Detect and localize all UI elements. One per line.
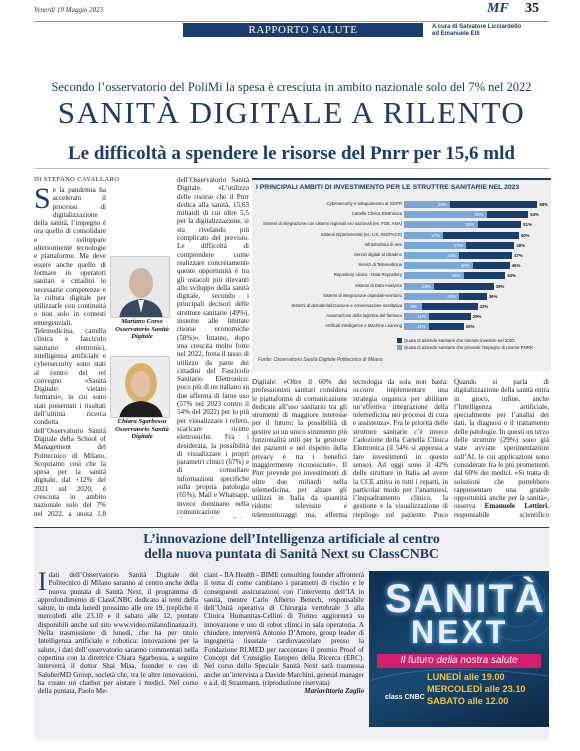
box-title xyxy=(34,531,549,561)
column-5-text-a: Quando si parla di digitalizzazione della sanità entra in gioco, infine, anche l’Intelligenza artificiale, specialmente per l’analisi dei dati, la diagnosi e il trattamento delle patologie. In questi un terzo delle strutture (29%) sono già state avviate sperimentazioni sull’AI, le cui applicazioni sono considerate fra le più promettenti dal 60% dei medici. «Si tratta di soluzioni che potrebbero rappresentare una grande opportunità anche per la sanità», osserva xyxy=(454,378,549,511)
chart-value-label-invest: 32% xyxy=(479,304,489,309)
header-rule xyxy=(34,21,549,22)
chart-value-label-pnrr: 32% xyxy=(465,222,475,228)
chart-value-label-pnrr: 11% xyxy=(417,314,426,320)
column-4-text: tecnologia da sola non basta: occorre implementare una strategia organica per abilitare un’effettiva integrazione della telemedicina nei processi di cura e assistenza». Fra le priorità delle strutture sanitarie c’è invece l’adozione della Cartella Clinica Elettronica (il 54% si appresta a fare investimenti in questo senso). Ad oggi sono il 42% delle strutture in Italia ad avere la CCE attiva in tutti i reparti, in particolar modo per l’anamnesi, l’inquadramento clinico, la gestione e la visualizzazione di riepilogo sul paziente. Poco xyxy=(353,378,448,519)
portrait-photo xyxy=(110,356,170,418)
column-3-text-a: Digitale: «Oltre il 60% dei professionisti sanitari considera le piattaforme di comunicazione dedicate all’uso sanitario tra gli strumenti di maggiore interesse per il futuro: la possibilità di gestire su un unico strumento più funzionalità utili per la gestione dei pazienti e nel rispetto della privacy è tra i benefici maggiormente riconosciuti». Il Pnrr prevede poi investimenti di oltre due miliardi nella telemedicina, per alzare gli utilizzi in Italia da quantità ridotte: televisite e telemonitoraggi ma, afferma xyxy=(252,378,347,519)
chart-category-label: Artificial Intelligence e Machine Learning xyxy=(325,323,402,329)
photo-block-2 xyxy=(110,356,174,441)
article-column-5 xyxy=(454,378,549,520)
article-subhead: Le difficoltà a spendere le risorse del Pnrr per 15,6 mld xyxy=(68,143,515,164)
chart-value-label-invest: 50% xyxy=(521,232,530,238)
chart-plot-area xyxy=(252,200,551,335)
legend-label-2: Quota di aziende sanitarie che prevede l’impegno di risorse PNRR xyxy=(404,345,534,350)
article-kicker: Secondo l’osservatorio del PoliMi la spesa è cresciuta in ambito nazionale solo del 7% nel 2022 xyxy=(51,80,532,94)
promo-schedule-saturday: SABATO alle 12.00 xyxy=(427,696,509,706)
section-rubric: RAPPORTO SALUTE xyxy=(183,23,423,37)
box-title-line-2: della nuova puntata di Sanità Next su ClassCNBC xyxy=(144,546,439,561)
chart-category-label: Automazione della logistica del farmaco xyxy=(326,313,402,319)
classcnbc-logo: class CNBC xyxy=(385,694,425,701)
box-signature: Mariavittoria Zaglio xyxy=(304,687,364,696)
chart-value-label-invest: 48% xyxy=(516,242,525,248)
name-emanuele-lettieri: Emanuele Lettieri xyxy=(484,502,548,511)
byline: DI STEFANO CAVALLARO xyxy=(34,176,120,183)
portrait-2-image xyxy=(111,357,170,418)
box-drop-cap: I xyxy=(38,571,47,596)
curated-by-line-1: A cura di Salvatore Licciardello xyxy=(432,24,522,30)
issue-date: Venerdì 19 Maggio 2023 xyxy=(34,6,104,14)
promo-title-line-1: SANITÀ xyxy=(385,577,546,621)
chart-category-label: Sistemi di integrazione con sistemi regionali e/o nazionali (es. FSE, ANA) xyxy=(263,221,402,227)
photo-1-caption: Mariano Corso Osservatorio Sanità Digitale xyxy=(115,318,169,340)
chart-category-label: Repository clinico - Data Repository xyxy=(333,272,402,278)
chart-value-label-invest: 47% xyxy=(514,253,523,258)
chart-value-label-invest: 29% xyxy=(472,314,482,320)
curated-by-line-2: ed Emanuele Elli xyxy=(432,31,480,37)
box-title-line-1: L’innovazione dell’Intelligenza artificiale al centro xyxy=(143,531,440,546)
chart-value-label-pnrr: 27% xyxy=(454,242,463,248)
chart-category-label: Sistemi Dipartimentali (es. LIS, RIS/PACS) xyxy=(320,231,402,237)
article-column-3 xyxy=(252,378,347,520)
article-column-4 xyxy=(353,378,448,520)
page-number: 35 xyxy=(525,1,539,16)
column-5-text-b: , responsabile scientifico xyxy=(454,502,549,519)
portrait-1-image xyxy=(111,257,170,318)
investment-chart xyxy=(252,178,551,371)
column-2-text-a: dell’Osservatorio Sanità Digitale. «L’utilizzo delle risorse che il Pnrr dedica alla sanità, 15,63 miliardi di cui oltre 5,5 per la digitalizzazione, si sta rivelando più complicato del previsto. Le difficoltà di comprendere come realizzare concretamente queste opportunità è tra gli ostacoli più rilevanti allo sviluppo della sanità digitale, secondo i principali decisori delle strutture sanitarie (49%), insieme alle limitate risorse economiche (58%)». Intanto, dopo una crescita molto forte nel 2022, frena il tasso di utilizzo da parte dei cittadini del Fascicolo Sanitario Elettronico: poco più di un italiano su due afferma di farne uso (57% nel 2023 contro il 54% del 2022) per lo più per visualizzare i referti, scaricare ricette elettroniche. Fra i desiderata, la possibilità di visualizzare i propri parametri clinici (67%) e di consultare informazioni specifiche sulla propria patologia (65%). Mail e Whatsapp, invece dominano nella comunicazione xyxy=(177,176,249,516)
chart-category-label: Cybersecurity e adeguamento al GDPR xyxy=(326,201,402,206)
portrait-photo xyxy=(110,256,170,318)
article-column-2 xyxy=(177,176,249,518)
promo-schedule-wednesday: MERCOLEDÌ alle 23.10 xyxy=(427,684,526,694)
chart-source: Fonte: Osservatorio Sanità Digitale Politecnico di Milano xyxy=(258,357,383,363)
chart-value-label-pnrr: 36% xyxy=(474,212,484,218)
chart-value-label-invest: 26% xyxy=(465,324,475,330)
chart-value-label-pnrr: 30% xyxy=(461,263,470,269)
chart-value-label-invest: 36% xyxy=(488,293,498,299)
box-column-2 xyxy=(204,571,364,737)
photo-block-1 xyxy=(110,256,174,341)
chart-value-label-pnrr: 13% xyxy=(421,283,431,289)
curated-by xyxy=(432,24,521,38)
chart-title: I PRINCIPALI AMBITI DI INVESTIMENTO PER LE STRUTTRE SANITARIE NEL 2023 xyxy=(256,184,520,191)
box-column-2-text: ciani - IIA Health - BIME consulting founder affronterà il tema di come cambiano i parametri di rischio e le conseguenti assicurazioni con l’intervento dell’IA in sanità, mentre Carlo Alberto Benech, responsabile dell’Unità operativa di Chirurgia vertebrale 3 alla Clinica Humanitas-Cellini di Torino aggiornerà su innovazione e uso di robot clinici in sala operatoria. A chiudere, interverrà Antonio D’Amore, group leader di ingegneria tissutale cardiovascolare presso la Fondazione RI.MED per raccontare il premio Proof of Concept del Consiglio Europeo della Ricerca (ERC). Nel corso dello Speciale Sanità Next sarà trasmessa anche un’intervista a Davide Marchini, general manager e a.d. di Straumann. (riproduzione riservata) xyxy=(204,571,364,687)
chart-category-label: Sistemi di integrazione ospedale-territorio xyxy=(322,292,402,298)
chart-value-label-invest: 58% xyxy=(539,202,548,207)
legend-item-1 xyxy=(397,337,533,344)
chart-value-label-invest: 54% xyxy=(530,212,539,218)
chart-category-label: Servizi digitali al cittadino xyxy=(353,252,402,257)
promo-tagline: Il futuro della nostra salute xyxy=(377,654,541,668)
chart-value-label-pnrr: 26% xyxy=(451,273,461,279)
chart-value-label-pnrr: 24% xyxy=(447,253,456,258)
name-cristina-masella xyxy=(252,519,305,520)
chart-legend xyxy=(397,337,533,351)
column-1-text-a: e la pandemia ha accelerato il processo di digitalizzazione della sanità, l’impegno è ora quello di consolidare e sviluppare ulteriormente tecnologie e piattaforme. Ma deve essere anche quello di formare in operatori sanitari e cittadini le necessarie competenze e la cultura digitale per utilizzarle con continuità e non solo in contesti emergenziali. Telemedicina, cartella clinica e fascicolo sanitario elettronici, intelligenza artificiale e cybersecurity sono stati al centro dei rel convegno «Sanità Digitale: vietato fermarsi», in cui sono stati presentati i risultati dell’ultima ricerca condotta dell’Osservatorio Sanità Digitale della School of Management del Politecnico di Milano. Scopriamo così che la spesa per la sanità digitale, dal +12% del 2021 sul 2020, è cresciuta in ambito nazionale solo del 7% nel 2022, a quota 1,8 xyxy=(34,186,106,516)
chart-value-label-invest: 46% xyxy=(511,263,521,269)
box-column-1 xyxy=(38,571,198,737)
chart-value-label-invest: 39% xyxy=(495,283,505,289)
chart-category-label: Sistemi di dematerializzazione e conservazione sostitutiva xyxy=(291,303,402,308)
chart-category-label: Cartella Clinica Elettronica xyxy=(351,211,402,217)
chart-category-label: Servizi di Telemedicina xyxy=(358,262,402,268)
legend-swatch-1 xyxy=(397,338,402,343)
title-rule xyxy=(34,168,549,169)
chart-value-label-pnrr: 17% xyxy=(431,232,440,238)
promo-schedule-monday: LUNEDÌ alle 19.00 xyxy=(427,672,505,682)
legend-swatch-2 xyxy=(397,345,402,350)
chart-value-label-pnrr: 11% xyxy=(417,324,426,330)
chart-value-label-pnrr: 20% xyxy=(438,202,447,207)
article-column-1 xyxy=(34,186,106,516)
photo-2-caption: Chiara Sgarbossa Osservatorio Sanità Digitale xyxy=(115,418,169,440)
sanita-next-promo xyxy=(369,571,549,727)
masthead-logo: MF xyxy=(487,1,509,16)
chart-value-label-pnrr: 24% xyxy=(447,293,456,299)
promo-title-line-2: NEXT xyxy=(411,614,509,650)
chart-category-label: Sistemi di Data Analytics xyxy=(354,282,402,288)
chart-value-label-invest: 51% xyxy=(523,222,532,228)
legend-label-1: Quota di aziende sanitarie che intende investire nel 2023 xyxy=(404,338,515,343)
article-headline: SANITÀ DIGITALE A RILENTO xyxy=(57,95,526,130)
chart-value-label-pnrr: 8% xyxy=(410,304,417,309)
box-column-1-text: dati dell’Osservatorio Sanità Digitale del Politecnico di Milano saranno al centro anche della nuova puntata di Sanità Next, il programma di approfondimento di ClassCNBC dedicato ai temi della salute, in onda lunedì prossimo alle ore 19, (repliche il mercoledì alle 23.10 e il sabato alle 12, puntate disponibili anche sul sito www.video.milanofinanza.it). Nella trasmissione di lunedì, che ha per titolo Intelligenza artificiale e robotica: innovazione per la salute, i dati dell’osservatorio saranno commentati nella copertina con la direttrice Chiara Sgarbossa, a seguire interverrà il dottor Shai Misa, founder e ceo di SaluberMD Group, società che, tra le altre innovazioni, ha creato un chatbot per aiutare i medici. Nel corso della puntata, Paolo Me- xyxy=(38,571,198,696)
drop-cap: S xyxy=(34,186,51,215)
legend-item-2 xyxy=(397,344,533,351)
chart-value-label-invest: 44% xyxy=(507,273,516,279)
chart-category-label: Infrastruttura di rete xyxy=(364,241,402,247)
